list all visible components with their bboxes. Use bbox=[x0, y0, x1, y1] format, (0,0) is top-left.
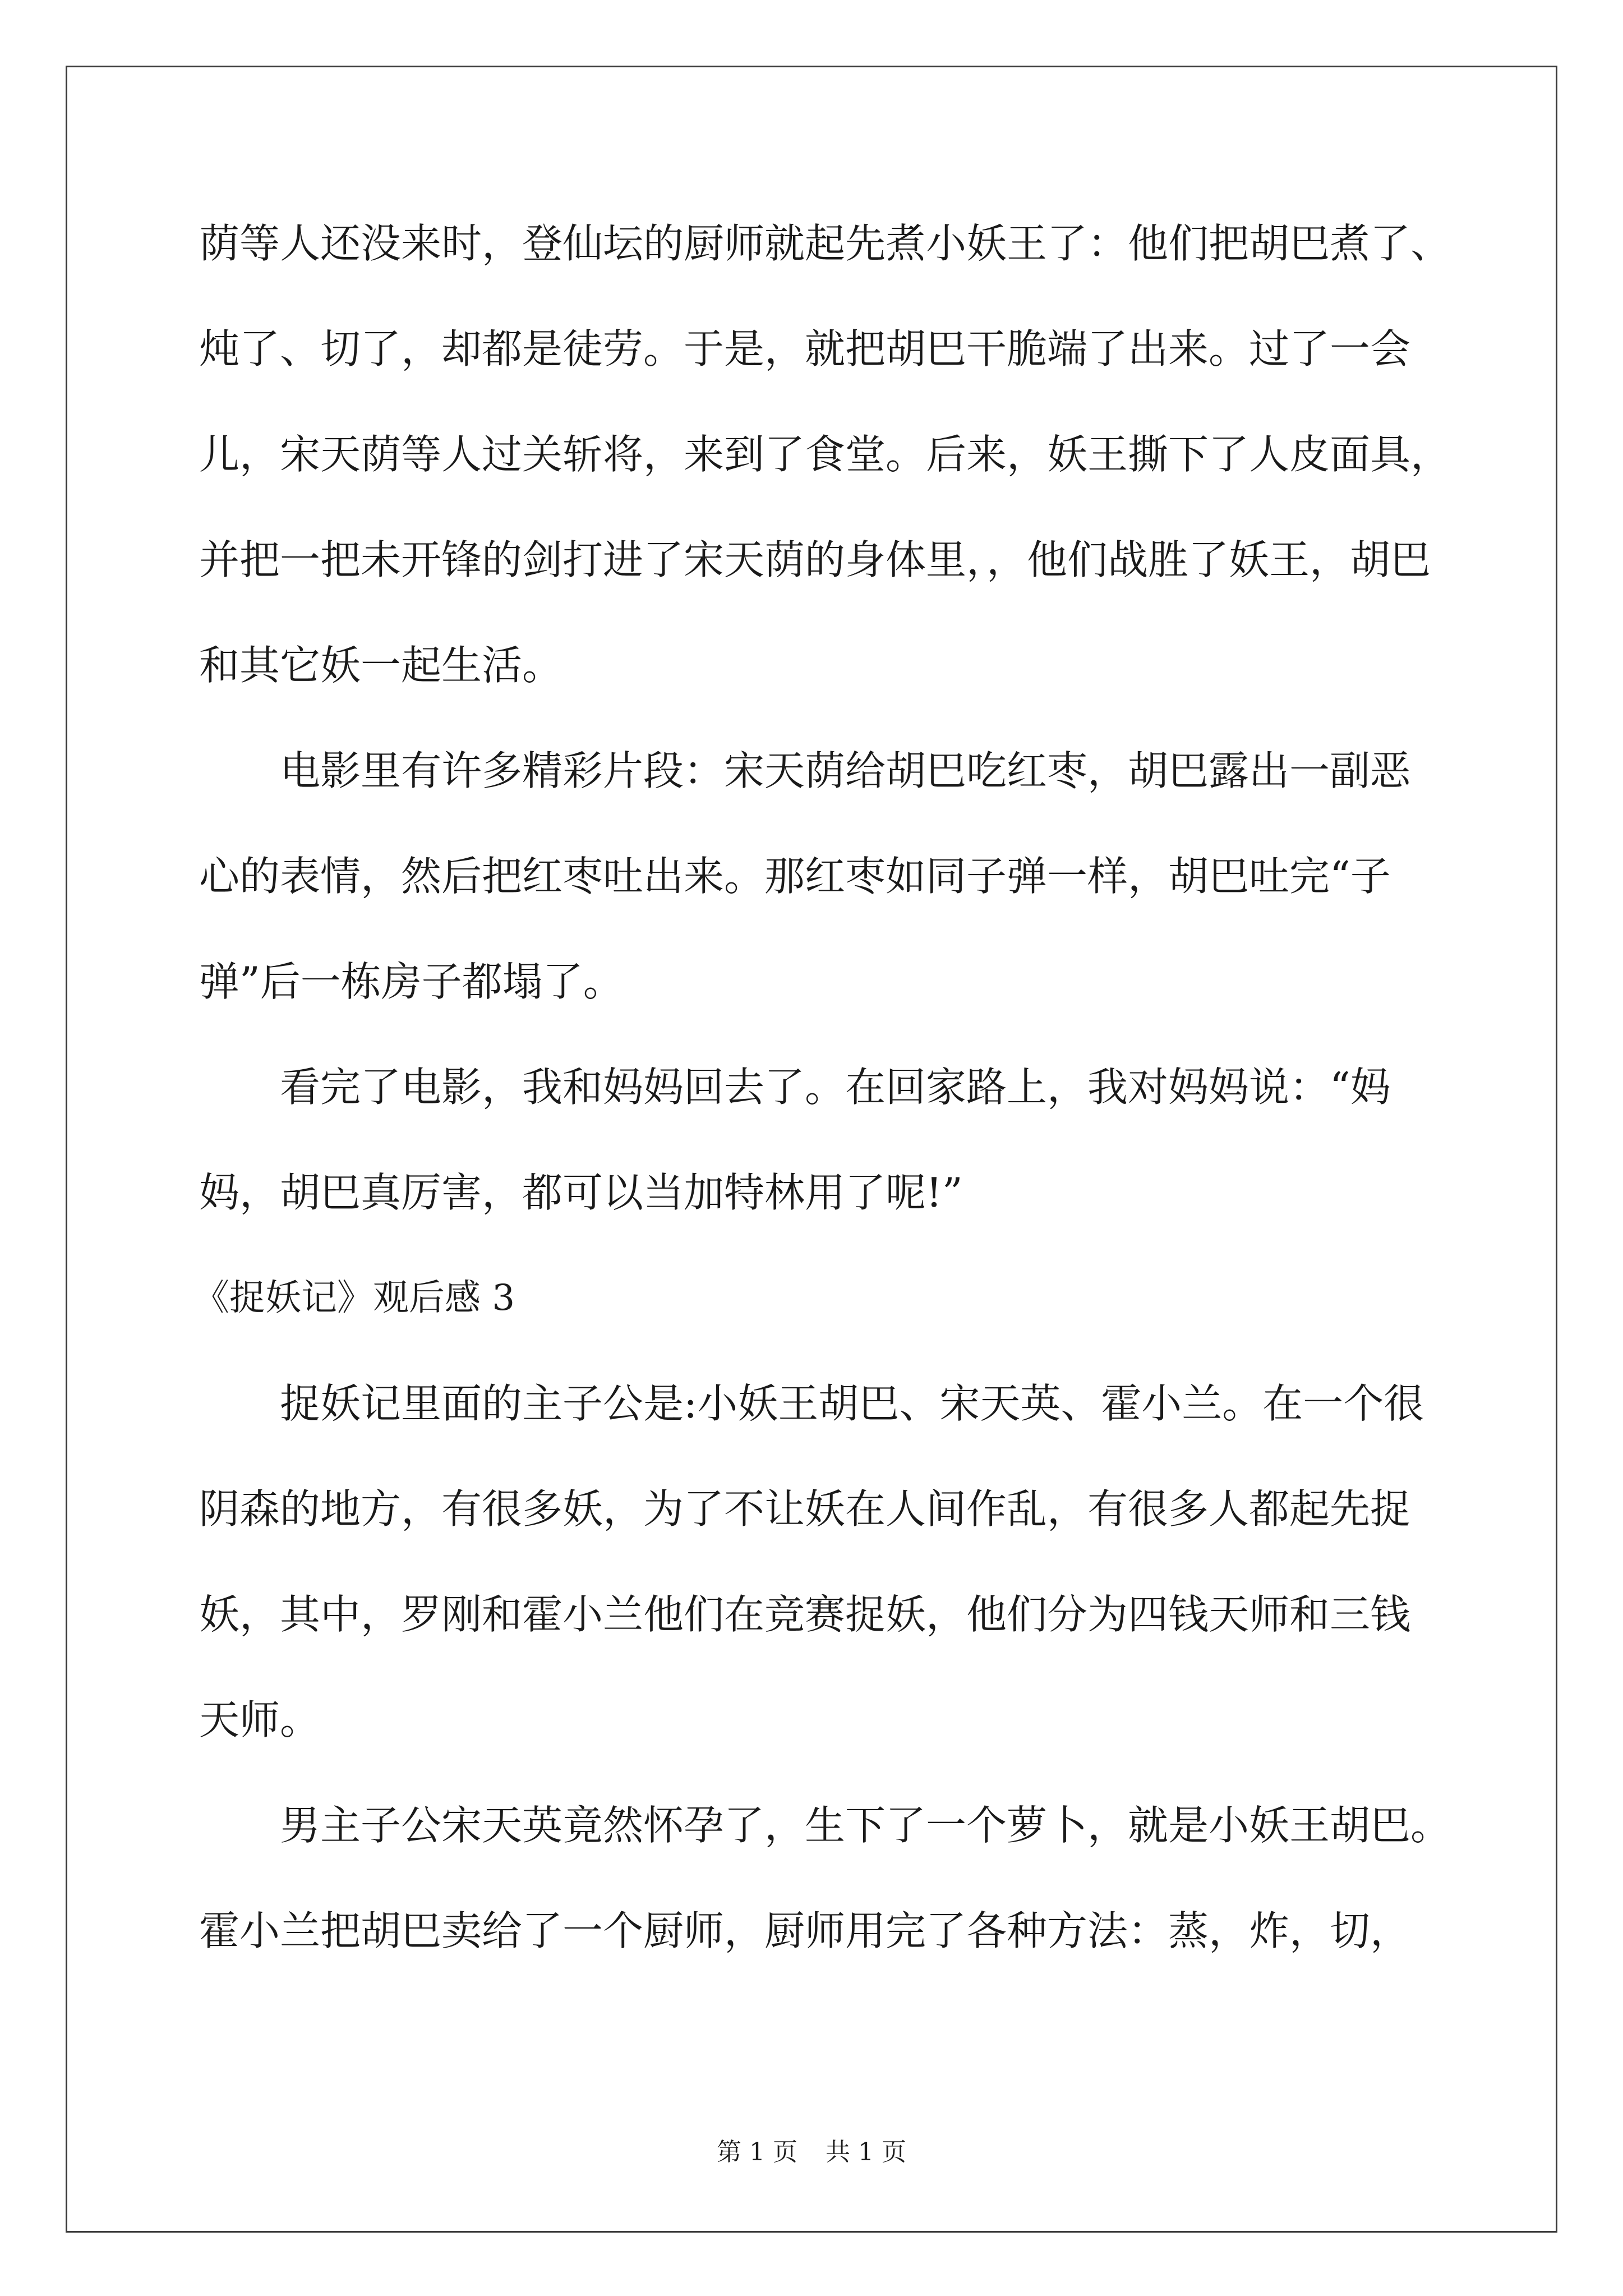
page-footer bbox=[0, 2132, 1623, 2168]
body-line: 霍小兰把胡巴卖给了一个厨师，厨师用完了各种方法：蒸，炸，切， bbox=[199, 1907, 1411, 1954]
body-line: 和其它妖一起生活。 bbox=[199, 642, 563, 689]
body-line: 心的表情，然后把红枣吐出来。那红枣如同子弹一样，胡巴吐完“子 bbox=[199, 853, 1391, 900]
page-total: 共 1 页 bbox=[826, 2138, 906, 2166]
body-line: 妖，其中，罗刚和霍小兰他们在竞赛捉妖，他们分为四钱天师和三钱 bbox=[199, 1591, 1411, 1638]
document-body bbox=[193, 191, 1451, 1984]
body-line: 弹”后一栋房子都塌了。 bbox=[199, 958, 624, 1005]
body-line: 妈，胡巴真厉害，都可以当加特林用了呢!” bbox=[199, 1169, 963, 1216]
body-line: 看完了电影，我和妈妈回去了。在回家路上，我对妈妈说：“妈 bbox=[280, 1064, 1391, 1111]
body-line: 男主子公宋天英竟然怀孕了，生下了一个萝卜，就是小妖王胡巴。 bbox=[280, 1802, 1451, 1849]
body-line: 捉妖记里面的主子公是:小妖王胡巴、宋天英、霍小兰。在一个很 bbox=[280, 1380, 1424, 1427]
body-line: 阴森的地方，有很多妖，为了不让妖在人间作乱，有很多人都起先捉 bbox=[199, 1485, 1411, 1533]
section-heading: 《捉妖记》观后感 3 bbox=[193, 1277, 515, 1319]
body-line: 炖了、切了，却都是徒劳。于是，就把胡巴干脆端了出来。过了一会 bbox=[199, 325, 1411, 372]
body-line: 天师。 bbox=[199, 1696, 321, 1743]
body-line: 并把一把未开锋的剑打进了宋天荫的身体里，，他们战胜了妖王，胡巴 bbox=[199, 536, 1431, 583]
body-line: 荫等人还没来时，登仙坛的厨师就起先煮小妖王了：他们把胡巴煮了、 bbox=[199, 220, 1451, 267]
body-line: 儿，宋天荫等人过关斩将，来到了食堂。后来，妖王撕下了人皮面具， bbox=[199, 431, 1451, 478]
page-number: 第 1 页 bbox=[717, 2138, 797, 2166]
body-line: 电影里有许多精彩片段：宋天荫给胡巴吃红枣，胡巴露出一副恶 bbox=[280, 747, 1411, 794]
